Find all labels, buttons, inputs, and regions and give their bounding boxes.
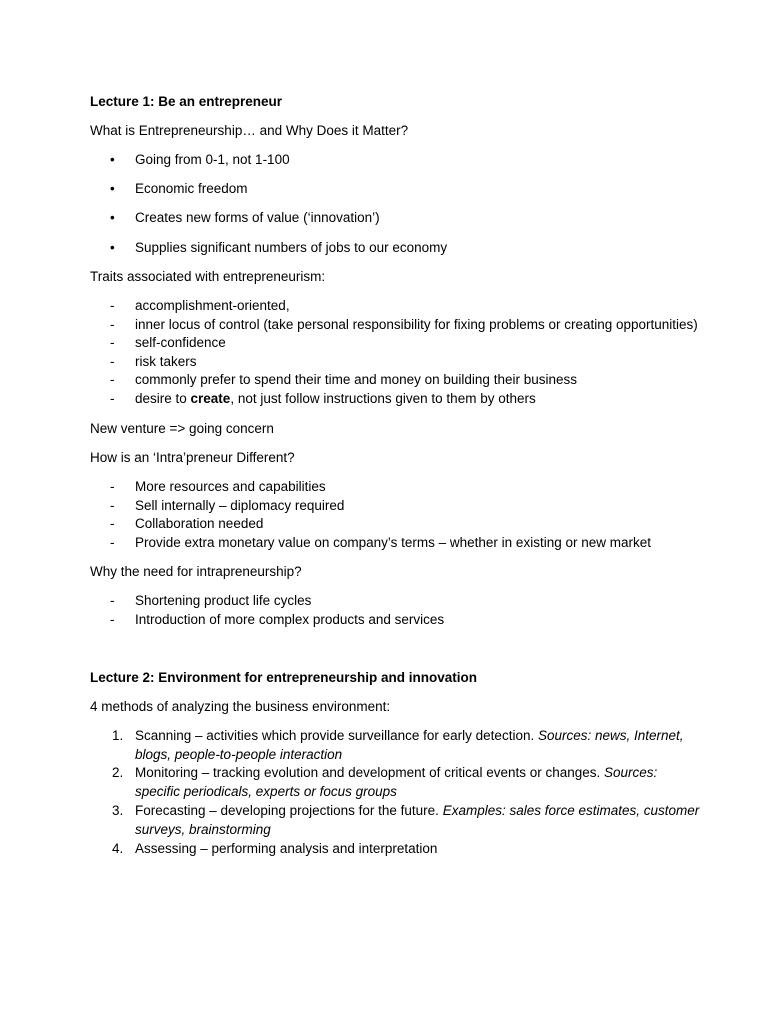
dash-marker: - (110, 354, 115, 369)
bullet-marker: • (110, 181, 115, 196)
method-number: 4. (112, 841, 124, 856)
need-text: Shortening product life cycles (135, 593, 312, 608)
dash-marker: - (110, 593, 115, 608)
trait-text (135, 390, 700, 409)
method-description: Forecasting – developing projections for the future. (135, 803, 443, 818)
dash-marker: - (110, 317, 115, 332)
trait-text: self-confidence (135, 335, 226, 350)
intrapreneurship-need-heading: Why the need for intrapreneurship? (90, 564, 302, 579)
dash-marker: - (110, 335, 115, 350)
method-sources: Sources: news, Internet, blogs, people-to-people interaction (135, 728, 684, 762)
trait-text: commonly prefer to spend their time and money on building their business (135, 372, 577, 387)
trait-text: risk takers (135, 354, 197, 369)
traits-heading: Traits associated with entrepreneurism: (90, 269, 326, 284)
bullet-text: Going from 0-1, not 1-100 (135, 152, 290, 167)
methods-heading: 4 methods of analyzing the business environment: (90, 699, 391, 714)
method-description: Scanning – activities which provide surveillance for early detection. (135, 728, 538, 743)
method-description: Monitoring – tracking evolution and development of critical events or changes. (135, 765, 605, 780)
new-venture-line: New venture => going concern (90, 421, 274, 436)
trait-text: accomplishment-oriented, (135, 298, 290, 313)
bullet-text: Creates new forms of value (‘innovation’) (135, 210, 380, 225)
method-number: 1. (112, 728, 124, 743)
trait-text-post: , not just follow instructions given to them by others (230, 391, 536, 406)
method-examples: Examples: sales force estimates, customer surveys, brainstorming (135, 803, 700, 837)
dash-marker: - (110, 612, 115, 627)
method-sources: Sources: specific periodicals, experts or focus groups (135, 765, 658, 799)
bullet-marker: • (110, 240, 115, 255)
dash-marker: - (110, 516, 115, 531)
intra-text: Provide extra monetary value on company’s terms – whether in existing or new market (135, 535, 651, 550)
lecture1-title: Lecture 1: Be an entrepreneur (90, 94, 283, 109)
bullet-text: Supplies significant numbers of jobs to our economy (135, 240, 448, 255)
dash-marker: - (110, 479, 115, 494)
dash-marker: - (110, 391, 115, 406)
lecture2-title: Lecture 2: Environment for entrepreneurship and innovation (90, 670, 478, 685)
question-what-is-entrepreneurship: What is Entrepreneurship… and Why Does it Matter? (90, 123, 409, 138)
method-number: 3. (112, 803, 124, 818)
intra-text: Collaboration needed (135, 516, 264, 531)
trait-text: inner locus of control (take personal responsibility for fixing problems or creating opportunities) (135, 317, 698, 332)
method-text (135, 802, 700, 839)
intra-text: More resources and capabilities (135, 479, 326, 494)
dash-marker: - (110, 298, 115, 313)
intrapreneur-heading: How is an ‘Intra’preneur Different? (90, 450, 295, 465)
bullet-marker: • (110, 210, 115, 225)
dash-marker: - (110, 372, 115, 387)
method-number: 2. (112, 765, 124, 780)
method-description: Assessing – performing analysis and interpretation (135, 841, 438, 856)
method-text (135, 764, 700, 801)
bullet-text: Economic freedom (135, 181, 248, 196)
trait-text-pre: desire to (135, 391, 191, 406)
method-text (135, 840, 700, 859)
bullet-marker: • (110, 152, 115, 167)
dash-marker: - (110, 498, 115, 513)
intra-text: Sell internally – diplomacy required (135, 498, 345, 513)
method-text (135, 727, 700, 764)
need-text: Introduction of more complex products and services (135, 612, 445, 627)
dash-marker: - (110, 535, 115, 550)
trait-text-bold: create (190, 391, 231, 406)
